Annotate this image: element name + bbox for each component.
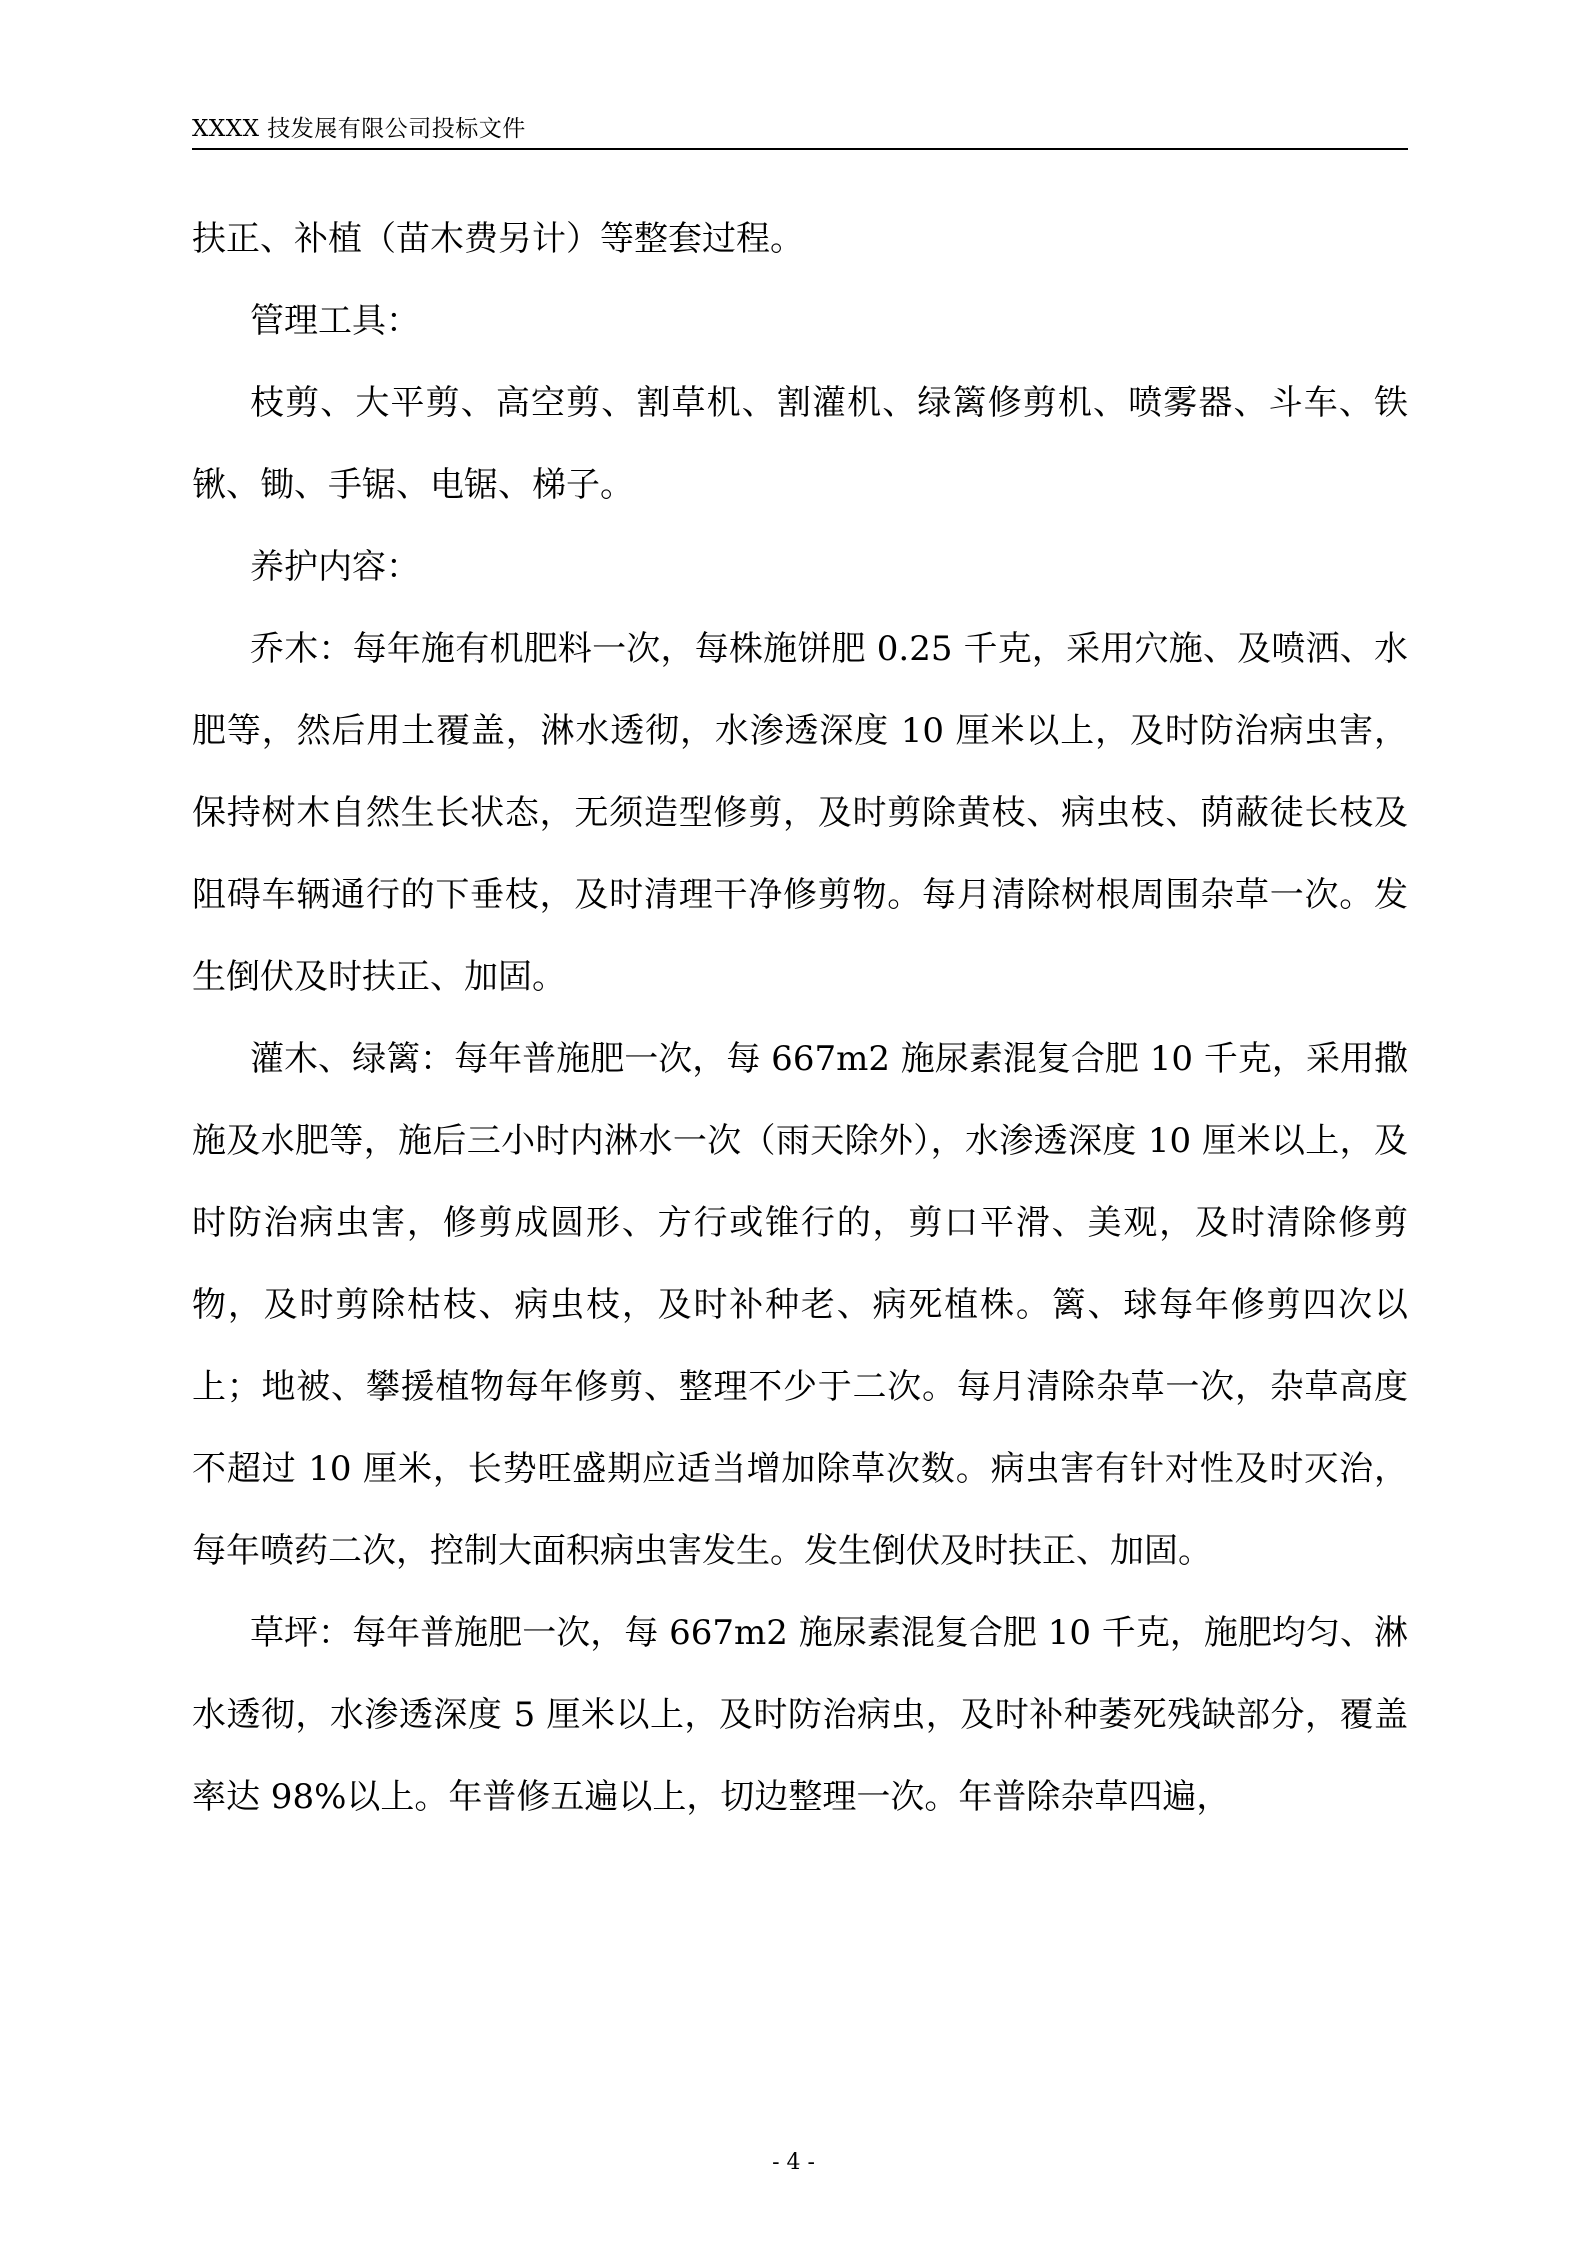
header-title: XXXX 技发展有限公司投标文件 bbox=[192, 116, 526, 142]
paragraph-lawn: 草坪：每年普施肥一次，每 667m2 施尿素混复合肥 10 千克，施肥均匀、淋水透彻，水渗透深度 5 厘米以上，及时防治病虫，及时补种萎死残缺部分，覆盖率达 98%以上。年普修五遍以上，切边整理一次。年普除杂草四遍， bbox=[192, 1613, 1408, 1817]
page-number: - 4 - bbox=[772, 2150, 815, 2175]
paragraph-continuation: 扶正、补植（苗木费另计）等整套过程。 bbox=[192, 219, 804, 259]
paragraph-tools-heading: 管理工具： bbox=[250, 301, 420, 341]
paragraph-maintenance-heading: 养护内容： bbox=[250, 547, 420, 587]
paragraph-trees: 乔木：每年施有机肥料一次，每株施饼肥 0.25 千克，采用穴施、及喷洒、水肥等，然后用土覆盖，淋水透彻，水渗透深度 10 厘米以上，及时防治病虫害，保持树木自然生长状态，无须造型修剪，及时剪除黄枝、病虫枝、荫蔽徒长枝及阻碍车辆通行的下垂枝，及时清理干净修剪物。每月清除树根周围杂草一次。发生倒伏及时扶正、加固。 bbox=[192, 629, 1408, 997]
page-header bbox=[192, 112, 1408, 150]
document-body bbox=[192, 198, 1408, 1838]
paragraph-shrubs-hedges: 灌木、绿篱：每年普施肥一次，每 667m2 施尿素混复合肥 10 千克，采用撒施及水肥等，施后三小时内淋水一次（雨天除外），水渗透深度 10 厘米以上，及时防治病虫害，修剪成圆形、方行或锥行的，剪口平滑、美观，及时清除修剪物，及时剪除枯枝、病虫枝，及时补种老、病死植株。篱、球每年修剪四次以上；地被、攀援植物每年修剪、整理不少于二次。每月清除杂草一次，杂草高度不超过 10 厘米，长势旺盛期应适当增加除草次数。病虫害有针对性及时灭治，每年喷药二次，控制大面积病虫害发生。发生倒伏及时扶正、加固。 bbox=[192, 1039, 1408, 1571]
paragraph-tools-list: 枝剪、大平剪、高空剪、割草机、割灌机、绿篱修剪机、喷雾器、斗车、铁锹、锄、手锯、电锯、梯子。 bbox=[192, 383, 1408, 505]
